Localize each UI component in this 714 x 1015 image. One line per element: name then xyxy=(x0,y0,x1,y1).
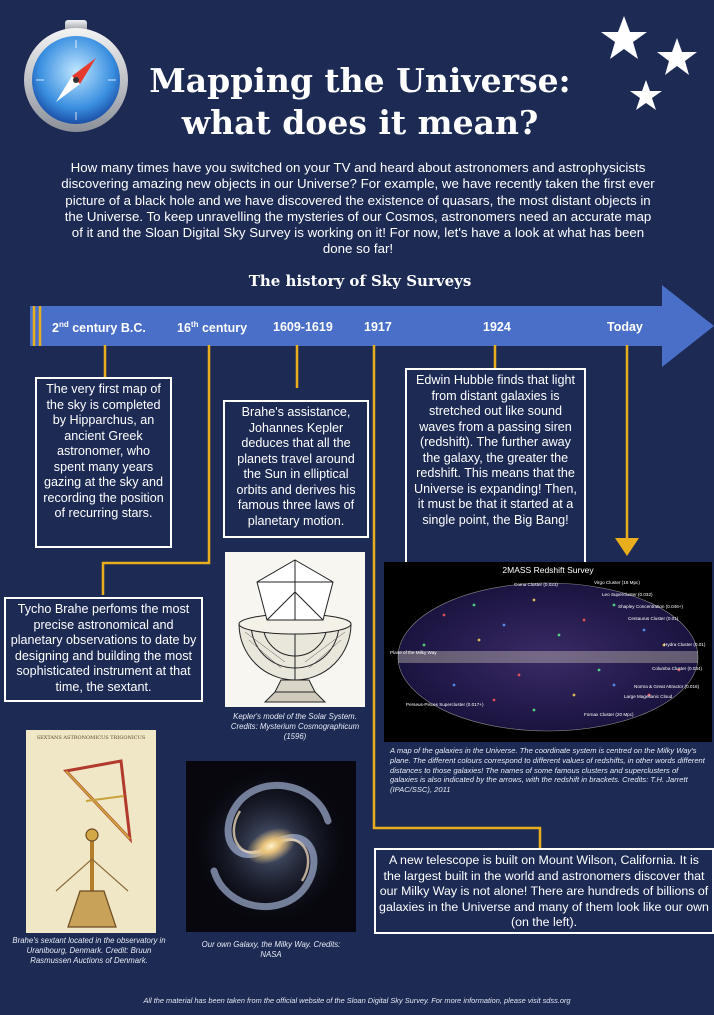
timeline-label-1917: 1917 xyxy=(364,320,392,334)
label-text: century xyxy=(198,321,248,336)
survey-label-plane: Plane of the Milky Way xyxy=(390,650,437,655)
label-text: century B.C. xyxy=(68,321,146,336)
label-suffix: nd xyxy=(58,320,69,329)
event-mount-wilson: A new telescope is built on Mount Wilson, California. It is the largest built in the world and astronomers discover that our Milky Way is not alone! There are hundreds of billions of galaxies in the Universe and many of them look like our own (on the left). xyxy=(374,848,714,934)
survey-label-hydra: Hydra Cluster (0.01) xyxy=(664,642,706,647)
label-suffix: th xyxy=(190,320,199,329)
compass-icon xyxy=(18,18,134,134)
event-hipparchus: The very first map of the sky is completed by Hipparchus, an ancient Greek astronomer, who spent many years gazing at the sky and recording the position of recurring stars. xyxy=(35,377,172,548)
survey-title: 2MASS Redshift Survey xyxy=(502,565,594,575)
timeline-label-1924: 1924 xyxy=(483,320,511,334)
page-title xyxy=(140,60,580,144)
title-line-2: what does it mean? xyxy=(181,103,539,142)
survey-label-lmc: Large Magellanic Cloud xyxy=(624,694,673,699)
timeline-label-today: Today xyxy=(607,320,643,334)
sextant-drawing xyxy=(26,741,156,933)
kepler-caption: Kepler's model of the Solar System. Credits: Mysterium Cosmographicum (1596) xyxy=(230,712,360,741)
event-kepler: Brahe's assistance, Johannes Kepler deduces that all the planets travel around the Sun in elliptical orbits and derives his famous three laws of planetary motion. xyxy=(223,400,369,538)
stars-icon xyxy=(594,12,706,120)
survey-label-fornax: Fornax Cluster (20 Mpc) xyxy=(584,712,634,717)
milky-way-caption: Our own Galaxy, the Milky Way. Credits: NASA xyxy=(201,940,341,959)
sextant-caption: Brahe's sextant located in the observatory in Uranibourg, Denmark. Credit: Bruun Rasmussen Auctions of Denmark. xyxy=(12,936,166,965)
survey-label-perseus: Perseus-Pisces Supercluster (0.017+) xyxy=(406,702,484,707)
kepler-model-image xyxy=(225,552,365,707)
survey-caption: A map of the galaxies in the Universe. The coordinate system is centred on the Milky Way's plane. The different colours correspond to different values of redshifts, in other words different distances to those galaxies! The names of some famous clusters and superclusters of galaxies is also indicated by the arrows, with the redshift in brackets. Credits: T.H. Jarrett (IPAC/SSC), 2011 xyxy=(390,746,705,795)
event-hubble: Edwin Hubble finds that light from distant galaxies is stretched out like sound waves from a passing siren (redshift). The further away the galaxy, the greater the redshift. This means that the Universe is expanding! Then, it must be that it started at a single point, the Big Bang! xyxy=(405,368,586,587)
survey-label-leo: Leo Supercluster (0.032) xyxy=(602,592,653,597)
sextant-image xyxy=(26,730,156,933)
sextant-plate-title: SEXTANS ASTRONOMICUS TRIGONICUS xyxy=(36,735,146,741)
timeline-label-16th-century xyxy=(177,320,247,335)
redshift-survey-image xyxy=(384,562,712,742)
survey-label-columba: Columba Cluster (0.034) xyxy=(652,666,703,671)
survey-label-shapley: Shapley Concentration (0.046+) xyxy=(618,604,683,609)
timeline-label-1609: 1609-1619 xyxy=(273,320,333,334)
survey-label-norma: Norma & Great Attractor (0.016) xyxy=(634,684,700,689)
survey-label-centaurus: Centaurus Cluster (0.01) xyxy=(628,616,679,621)
label-number: 2 xyxy=(52,321,59,336)
event-brahe: Tycho Brahe perfoms the most precise astronomical and planetary observations to date by designing and building the most sophisticated instrument at that time, the sextant. xyxy=(4,597,203,702)
label-number: 16 xyxy=(177,321,191,336)
timeline-heading: The history of Sky Surveys xyxy=(248,272,472,290)
footer-note: All the material has been taken from the official website of the Sloan Digital Sky Survey. For more information, please visit sdss.org xyxy=(143,996,571,1005)
milky-way-drawing xyxy=(186,761,356,932)
survey-label-virgo: Virgo Cluster (16 Mpc) xyxy=(594,580,640,585)
milky-way-image xyxy=(186,761,356,932)
title-line-1: Mapping the Universe: xyxy=(149,61,571,100)
survey-map xyxy=(384,575,712,742)
timeline-label-2nd-century xyxy=(52,320,146,335)
survey-label-coma: Coma Cluster (0.023) xyxy=(514,582,558,587)
kepler-model-drawing xyxy=(225,552,365,707)
intro-paragraph: How many times have you switched on your TV and heard about astronomers and astrophysicists discovering amazing new objects in our Universe? For example, we have recently taken the first ever picture of a black hole and we have discovered the existence of quasars, the most distant objects in the Universe. To keep unravelling the mysteries of our Cosmos, astronomers need an accurate map of it and the Sloan Digital Sky Survey is working on it! For now, let's have a look at what has been done so far! xyxy=(61,160,655,257)
